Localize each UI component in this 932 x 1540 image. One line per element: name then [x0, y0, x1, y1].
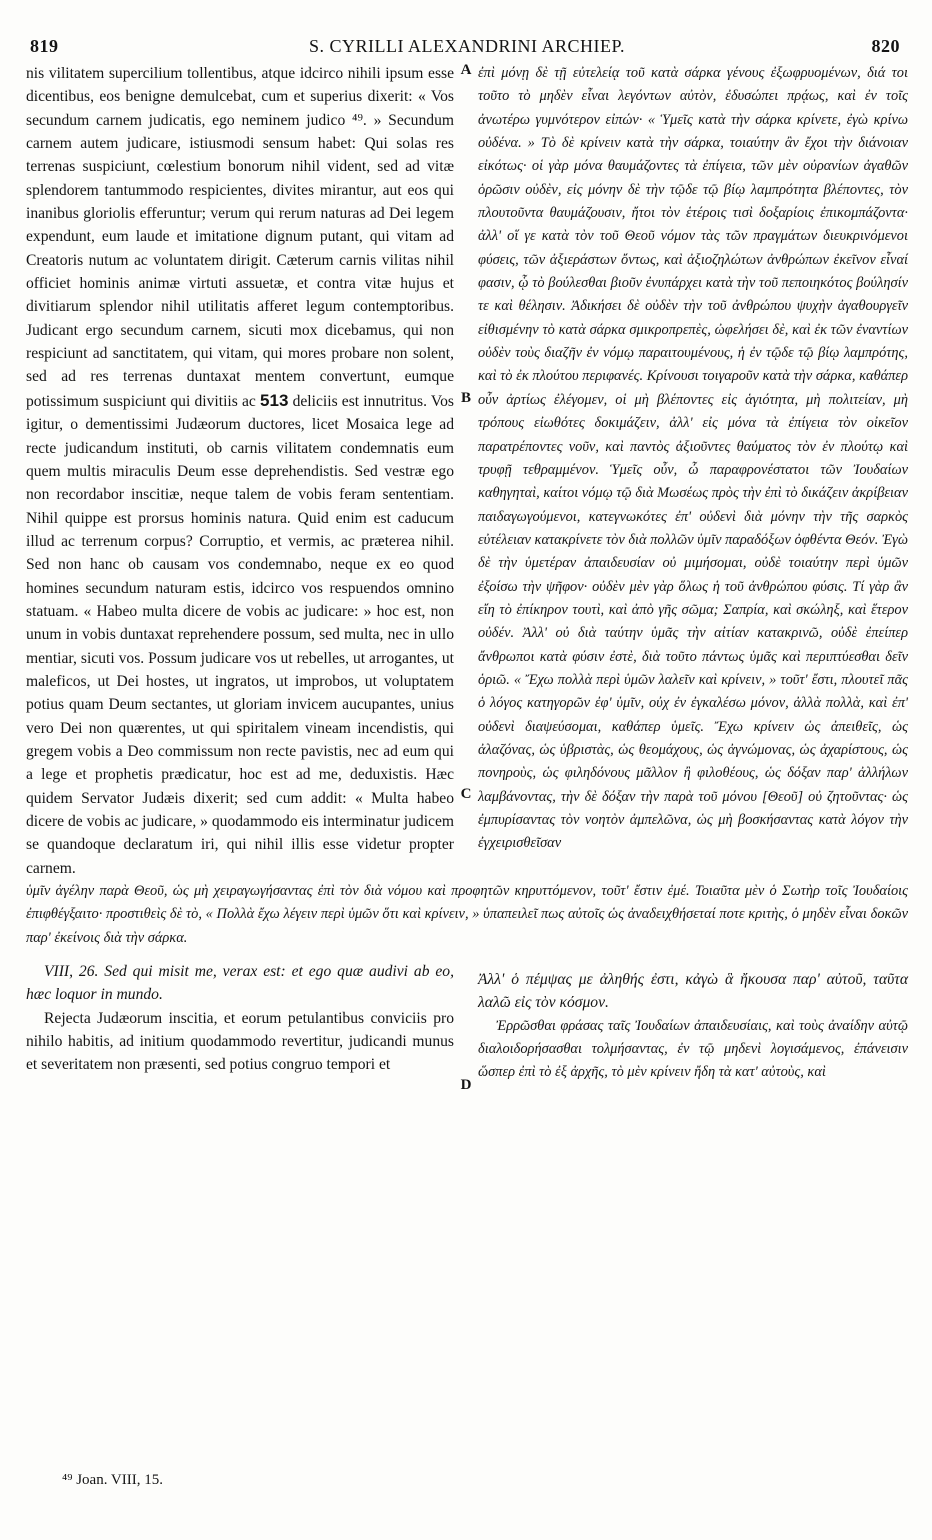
latin-column-lower: [26, 960, 454, 1085]
page-number-right: 820: [871, 36, 900, 56]
greek-full-width-text: ὑμῖν ἀγέλην παρὰ Θεοῦ, ὡς μὴ χειραγωγήσαντας ἐπὶ τὸν διὰ νόμου καὶ προφητῶν κηρυττόμενον, τοῦτ' ἔστιν ἐμέ. Τοιαῦτα μὲν ὁ Σωτὴρ τοῖς Ἰουδαίοις ἐπιφθέγξαιτο· προστιθεὶς δὲ τὸ, « Πολλὰ ἔχω λέγειν περὶ ὑμῶν ὅτι καὶ κρίνειν, » ὑπαπειλεῖ πως αὐτοῖς ὡς ἀναδειχθήσεταί ποτε κριτὴς, ὁ μηδὲν εἶναι δοκῶν παρ' ἐκείνοις διὰ τὴν σάρκα.: [26, 883, 908, 946]
latin-column-upper: [26, 62, 454, 880]
page-number-left: 819: [30, 36, 59, 56]
page-header: [26, 30, 908, 62]
latin-commentary: Rejecta Judæorum inscitia, et eorum petulantibus conviciis pro nihilo habitis, ad initium quodammodo revertitur, judicandi munus et severitatem non præsenti, sed potius congruo tempori et: [26, 1009, 454, 1074]
latin-text-part1: nis vilitatem supercilium tollentibus, atque idcirco nihili ipsum esse dicentibus, eos benigne demulcebat, cum et superius dixerit: « Vos secundum carnem judicatis, ego neminem judico ⁴⁹. » Secundum carnem autem judicare, istiusmodi sensum habet: Qui solas res terrenas suspiciunt, cœlestium bonorum nihil vident, sed ad vitæ splendorem tantummodo respicientes, divites mirantur, aut eos qui inanibus gloriolis efferuntur; verum qui rerum naturas ad Dei legem expendunt, eum laude et imitatione dignum putant, qui vitam ad Creatoris nutum ac voluntatem dirigit. Cæterum carnis vilitas nihil officiet hominis animæ virtuti assuetæ, et contra vitæ hujus et divitiarum splendor nihil utilitatis afferet legum contemptoribus. Judicant ergo secundum carnem, sicuti mox dicebamus, qui non respiciunt ad sanctitatem, qui vitam, qui mores probare non solent, sed ad res terrenas duntaxat mentem convertunt, eumque potissimum suspiciunt qui divitiis ac: [26, 65, 454, 410]
latin-text-part2: deliciis est innutritus. Vos igitur, o dementissimi Judæorum ductores, licet Mosaica lege ad recte judicandum instituti, ob carnis vilitatem condemnatis eum quem multis miraculis Deum esse deprehendistis. Sed vestræ ego non recordabor inscitiæ, neque talem de vobis feram sententiam. Nihil quippe est prorsus hominis natura. Quid enim est caducum illud ac terrenum corpus? Corruptio, et vermis, ac præterea nihil. Sed non hanc ob causam vos condemnabo, neque ex eo quod homines secundum naturam estis, idcirco vos respuendos omnino statuam. « Habeo multa dicere de vobis ac judicare: » hoc est, non unum in vobis duntaxat reprehendere possum, sed multa, nec in ullo mentiar, sicuti vos. Possum judicare vos ut rebelles, ut arrogantes, ut maleficos, ut Dei hostes, ut ingratos, ut improbos, ut voluptatem potius quam Deum sectantes, ut gloriam invicem aucupantes, unius vero Dei non quærentes, ut qui spiritalem vineam incendistis, qui gregem vobis a Deo commissum non recte pavistis, nec ad eum qui a lege et prophetis prædicatur, hoc est ad me, deduxistis. Hæc quidem Servator Judæis dixerit; sed cum addit: « Multa habeo dicere de vobis ac judicare, » quodammodo eis interminatur judicem se quandoque declaratum iri, qui nihil illis esse videtur propter carnem.: [26, 392, 454, 877]
greek-lemma: Ἀλλ' ὁ πέμψας με ἀληθής ἐστι, κἀγὼ ἃ ἤκουσα παρ' αὐτοῦ, ταῦτα λαλῶ εἰς τὸν κόσμον.: [478, 971, 908, 1012]
running-title: S. CYRILLI ALEXANDRINI ARCHIEP.: [308, 36, 625, 56]
margin-letter-b: B: [460, 390, 471, 406]
footnote: ⁴⁹ Joan. VIII, 15.: [62, 1472, 164, 1488]
greek-column-upper: [478, 62, 908, 880]
greek-paragraph: ἐπὶ μόνῃ δὲ τῇ εὐτελείᾳ τοῦ κατὰ σάρκα γένους ἐξωφρυομένων, διά τοι τοῦτο τὸ μηδὲν εἶναι λεγόντων αὐτὸν, ἐδυσώπει πρᾴως, καὶ ἐν τοῖς ἀνωτέρω γυμνότερον εἰπών· « Ὑμεῖς κατὰ τὴν σάρκα κρίνετε, ἐγὼ κρίνω οὐδένα. » Τὸ δὲ κρίνειν κατὰ τὴν σάρκα, τοιαύτην ἂν ἔχοι τὴν διάνοιαν εἰκότως· οἱ γὰρ μόνα θαυμάζοντες τὰ ἐπίγεια, τῶν μὲν οὐρανίων ἀγαθῶν ὁρῶσιν οὐδὲν, εἰς μόνην δὲ τὴν τῷδε τῷ βίῳ λαμπρότητα βλέποντες, τὸν πλουτοῦντα θαυμάζουσιν, ἤτοι τὸν ἑτέροις τισὶ δοξαρίοις ἐπικομπάζοντα· ἀλλ' οἵ γε κατὰ τὸν τοῦ Θεοῦ νόμον τὰς τῶν πραγμάτων διευκρινόμενοι φύσεις, τῶν ἀξιεράστων ὄντως, καὶ ἀξιοζηλώτων ἀνθρώπων ἐκεῖνον εἶναί φασιν, ᾧ τὸ βούλεσθαι βιοῦν ἐνυπάρχει κατὰ τὴν τοῦ πεποιηκότος βούλησίν τε καὶ θέλησιν. Ἀδικήσει δὲ οὐδὲν τὴν τοῦ ἀνθρώπου ψυχὴν ἀγαθουργεῖν εἰθισμένην τὸ κατὰ σάρκα σμικροπρεπὲς, ὠφελήσει δὲ, καὶ ἐκ τῶν ἐναντίων οὐδὲν τοὺς διαζῆν ἐν νόμῳ παραιτουμένους, ἡ ἐν τῷδε τῷ βίῳ λαμπρότης, καὶ τὸ ἐκ πλούτου περιφανές. Κρίνουσι τοιγαροῦν κατὰ τὴν σάρκα, καθάπερ οὖν ἀρτίως ἐλέγομεν, οἱ μὴ βλέποντες εἰς ἁγιότητα, μὴ πολιτείαν, μὴ τρόπους εἰωθότες δοκιμάζειν, ἀλλ' εἰς μόνα τὰ ἐπίγεια τὸν οἰκεῖον παρατρέποντες νοῦν, καὶ παντὸς ἀξιοῦντες θαύματος τὸν ἐν πλούτῳ καὶ τρυφῇ τεθραμμένον. Ὑμεῖς οὖν, ὦ παραφρονέστατοι τῶν Ἰουδαίων καθηγηταὶ, καίτοι νόμῳ τῷ διὰ Μωσέως πρὸς τὴν ἐπὶ τὸ δικάζειν ἀκρίβειαν παιδαγωγούμενοι, κατεγνωκότες ἐπ' οὐδενὶ διὰ μόνην τὴν τῆς σαρκὸς εὐτέλειαν κατακρίνετε τὸν διὰ πολλῶν ὑμῖν παραδόξων ὀφθέντα Θεόν. Ἐγὼ δὲ τὴν ὑμετέραν ἀπαιδευσίαν οὐ μιμήσομαι, οὐδὲ τοιαύτην περὶ ὑμῶν ἐξοίσω τὴν ψῆφον· οὐδὲν μὲν γὰρ ὅλως ἡ τοῦ ἀνθρώπου φύσις. Τί γὰρ ἂν εἴη τὸ ἐπίκηρον τουτὶ, καὶ ἀπὸ γῆς σῶμα; Σαπρία, καὶ σκώληξ, καὶ ἕτερον οὐδέν. Ἀλλ' οὐ διὰ ταύτην ὑμᾶς τὴν αἰτίαν κατακρινῶ, οὐδὲ ἐπείπερ ἄνθρωποι κατὰ φύσιν ἐστὲ, διὰ τοῦτο πάντως ὑμᾶς καὶ περιπτύεσθαι δεῖν ὁριῶ. « Ἔχω πολλὰ περὶ ὑμῶν λαλεῖν καὶ κρίνειν, » τοῦτ' ἔστι, πλουτεῖ πᾶς ὁ λόγος κατηγορῶν ἐφ' ὑμῖν, οὐχ ἐν ἐγκαλέσω μόνον, ἀλλὰ πολλὰ, καὶ ἐπ' οὐδενὶ διαψεύσομαι, καθάπερ ὑμεῖς. Ἔχω κρίνειν ὡς ἀπειθεῖς, ὡς ἀλαζόνας, ὡς ὑβριστὰς, ὡς θεομάχους, ὡς ἀγνώμονας, ὡς ἀχαρίστους, ὡς πονηροὺς, ὡς φιληδόνους μᾶλλον ἢ φιλοθέους, ὡς δόξαν παρ' ἀλλήλων λαμβάνοντας, τὴν δὲ δόξαν τὴν παρὰ τοῦ μόνου [Θεοῦ] οὐ ζητοῦντας· ὡς ἐμπυρίσαντας τὸν νοητὸν ἀμπελῶνα, ὡς μὴ βοσκήσαντας κατὰ λόγον τὴν ἐγχειρισθεῖσαν: [478, 65, 908, 852]
margin-letter-d: D: [460, 1077, 472, 1093]
margin-letter-a: A: [460, 62, 472, 78]
latin-lemma: VIII, 26. Sed qui misit me, verax est: et ego quæ audivi ab eo, hæc loquor in mundo.: [26, 963, 454, 1004]
margin-letter-c: C: [460, 786, 472, 802]
greek-column-lower: [478, 960, 908, 1085]
page-marker-513: 513: [260, 390, 289, 410]
lower-columns: [26, 960, 908, 1085]
greek-commentary: Ἐρρῶσθαι φράσας ταῖς Ἰουδαίων ἀπαιδευσίαις, καὶ τοὺς ἀναίδην αὐτῷ διαλοιδορήσασθαι τολμήσαντας, ἐν τῷ μηδενὶ λογισάμενος, ἐπάνεισιν ὥσπερ ἐπὶ τὸ ἐξ ἀρχῆς, τὸ μὲν κρίνειν ἤδη τὰ κατ' αὐτοὺς, καὶ: [478, 1017, 908, 1081]
latin-paragraph: [26, 62, 454, 880]
